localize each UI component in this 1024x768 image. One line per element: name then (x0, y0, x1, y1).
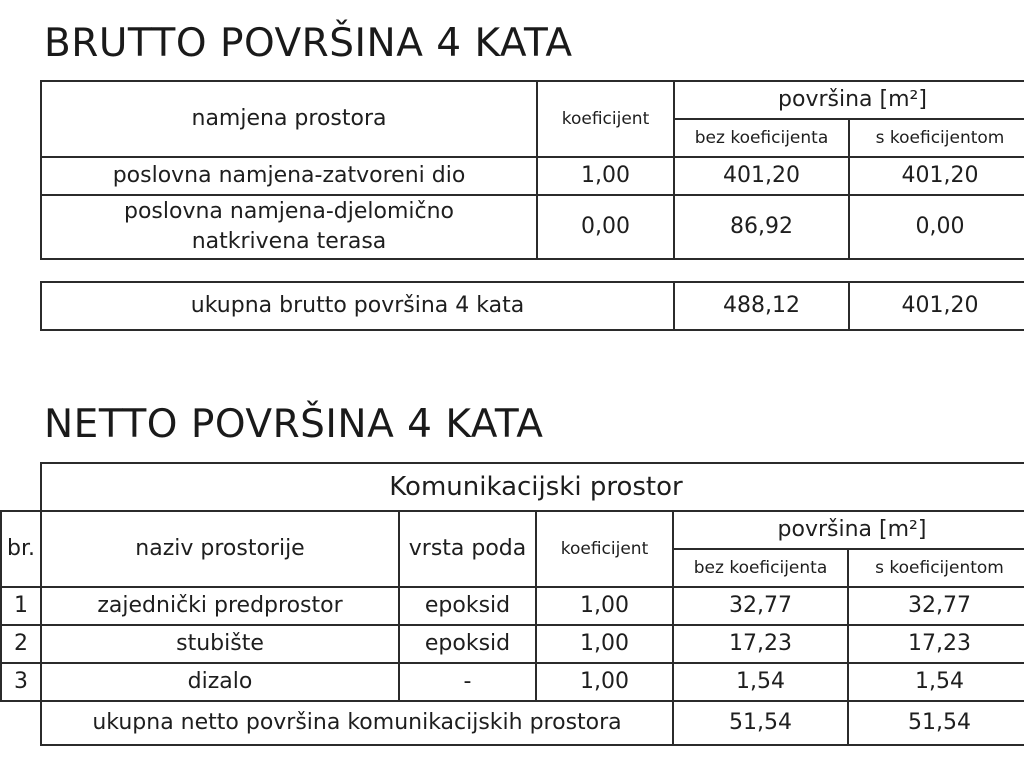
header-koeficijent: koeficijent (537, 81, 674, 157)
cell-koeficijent: 0,00 (537, 195, 674, 259)
brutto-total-label: ukupna brutto površina 4 kata (41, 282, 674, 330)
cell-bez: 1,54 (673, 663, 848, 701)
cell-s: 1,54 (848, 663, 1024, 701)
cell-bez: 32,77 (673, 587, 848, 625)
cell-s: 0,00 (849, 195, 1024, 259)
header-br: br. (1, 511, 41, 587)
header-s-koeficijentom: s koeficijentom (848, 549, 1024, 587)
netto-title: NETTO POVRŠINA 4 KATA (44, 402, 544, 447)
cell-namjena-line2: natkrivena terasa (191, 229, 387, 254)
cell-bez: 17,23 (673, 625, 848, 663)
total-spacer (1, 701, 41, 745)
brutto-header-row (41, 81, 1024, 119)
header-s-koeficijentom: s koeficijentom (849, 119, 1024, 157)
cell-namjena (41, 195, 537, 259)
table-row (1, 625, 1024, 663)
cell-koeficijent: 1,00 (537, 157, 674, 195)
header-koeficijent: koeficijent (536, 511, 673, 587)
table-row (1, 587, 1024, 625)
cell-vrsta: - (399, 663, 536, 701)
header-bez-koeficijenta: bez koeficijenta (674, 119, 849, 157)
header-vrsta: vrsta poda (399, 511, 536, 587)
netto-table (0, 462, 1024, 746)
cell-naziv: stubište (41, 625, 399, 663)
cell-koeficijent: 1,00 (536, 625, 673, 663)
cell-vrsta: epoksid (399, 587, 536, 625)
netto-header-row (1, 511, 1024, 549)
cell-naziv: dizalo (41, 663, 399, 701)
cell-s: 32,77 (848, 587, 1024, 625)
brutto-total-s: 401,20 (849, 282, 1024, 330)
header-naziv: naziv prostorije (41, 511, 399, 587)
table-row (41, 195, 1024, 259)
cell-bez: 86,92 (674, 195, 849, 259)
brutto-total-bez: 488,12 (674, 282, 849, 330)
cell-br: 2 (1, 625, 41, 663)
cell-koeficijent: 1,00 (536, 663, 673, 701)
brutto-title: BRUTTO POVRŠINA 4 KATA (44, 21, 573, 66)
header-povrsina: površina [m²] (673, 511, 1024, 549)
table-row (1, 663, 1024, 701)
cell-naziv: zajednički predprostor (41, 587, 399, 625)
brutto-total-table (40, 281, 1024, 331)
header-namjena: namjena prostora (41, 81, 537, 157)
cell-vrsta: epoksid (399, 625, 536, 663)
cell-bez: 401,20 (674, 157, 849, 195)
section-row (1, 463, 1024, 511)
header-bez-koeficijenta: bez koeficijenta (673, 549, 848, 587)
netto-total-label: ukupna netto površina komunikacijskih prostora (41, 701, 673, 745)
cell-s: 401,20 (849, 157, 1024, 195)
netto-total-s: 51,54 (848, 701, 1024, 745)
section-spacer (1, 463, 41, 511)
cell-namjena: poslovna namjena-zatvoreni dio (41, 157, 537, 195)
cell-namjena-line1: poslovna namjena-djelomično (124, 199, 454, 224)
section-title: Komunikacijski prostor (41, 463, 1024, 511)
cell-koeficijent: 1,00 (536, 587, 673, 625)
cell-br: 1 (1, 587, 41, 625)
table-row (41, 157, 1024, 195)
cell-br: 3 (1, 663, 41, 701)
header-povrsina: površina [m²] (674, 81, 1024, 119)
netto-total-bez: 51,54 (673, 701, 848, 745)
total-row (1, 701, 1024, 745)
brutto-table (40, 80, 1024, 260)
total-row (41, 282, 1024, 330)
cell-s: 17,23 (848, 625, 1024, 663)
